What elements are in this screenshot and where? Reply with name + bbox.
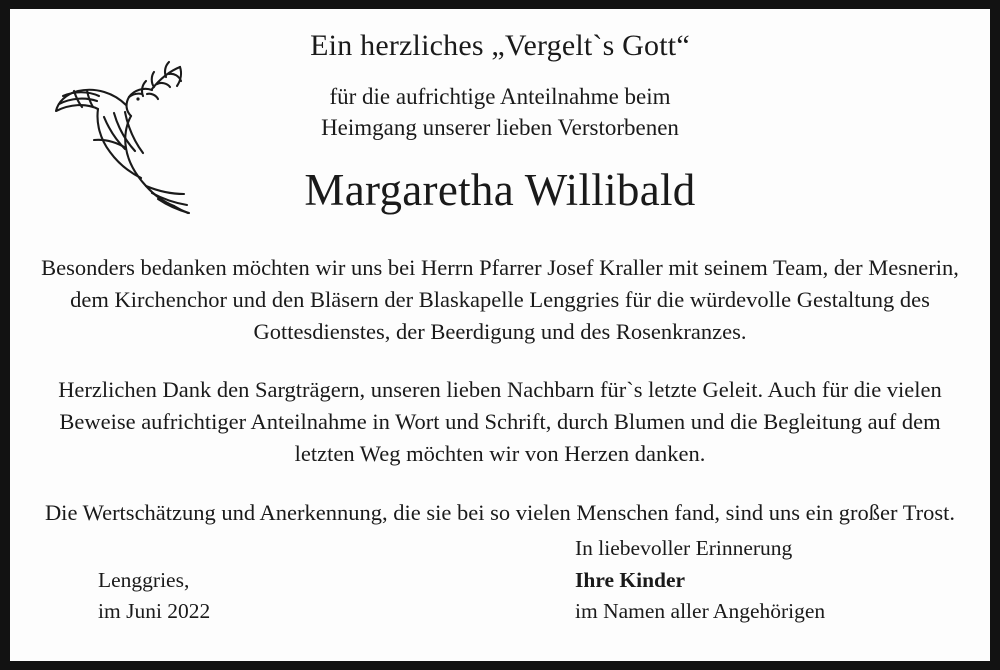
footer-date: im Juni 2022 bbox=[98, 598, 211, 623]
footer-place-date bbox=[98, 565, 210, 627]
notice-inner bbox=[10, 9, 990, 661]
footer-closing-line1: In liebevoller Erinnerung bbox=[575, 536, 793, 561]
footer-place: Lenggries, bbox=[98, 567, 190, 592]
thanks-paragraph-1: Besonders bedanken möchten wir uns bei Herrn Pfarrer Josef Kraller mit seinem Team, der Mesnerin, dem Kirchenchor und den Bläsern der Blaskapelle Lenggries für die würdevolle Gestaltung des Gottesdienstes, der Beerdigung und des Rosenkranzes. bbox=[41, 254, 959, 344]
footer-closing-signature: Ihre Kinder bbox=[575, 567, 686, 592]
notice-footer bbox=[10, 536, 990, 639]
footer-closing-line3: im Namen aller Angehörigen bbox=[575, 598, 826, 623]
thanks-paragraph-2: Herzlichen Dank den Sargträgern, unseren lieben Nachbarn für`s letzte Geleit. Auch für die vielen Beweise aufrichtiger Anteilnahme in Wort und Schrift, durch Blumen und die Begleitung auf dem letzten Weg möchten wir von Herzen danken. bbox=[58, 377, 942, 467]
notice-headline: Ein herzliches „Vergelt`s Gott“ bbox=[310, 29, 690, 62]
notice-subline-line2: Heimgang unserer lieben Verstorbenen bbox=[321, 115, 679, 141]
dove-with-olive-branch-icon bbox=[30, 47, 220, 227]
deceased-name: Margaretha Willibald bbox=[304, 165, 696, 216]
thanks-paragraph-3: Die Wertschätzung und Anerkennung, die sie bei so vielen Menschen fand, sind uns ein großer Trost. bbox=[44, 499, 956, 525]
footer-closing bbox=[575, 533, 825, 627]
notice-subline-line1: für die aufrichtige Anteilnahme beim bbox=[329, 84, 671, 109]
